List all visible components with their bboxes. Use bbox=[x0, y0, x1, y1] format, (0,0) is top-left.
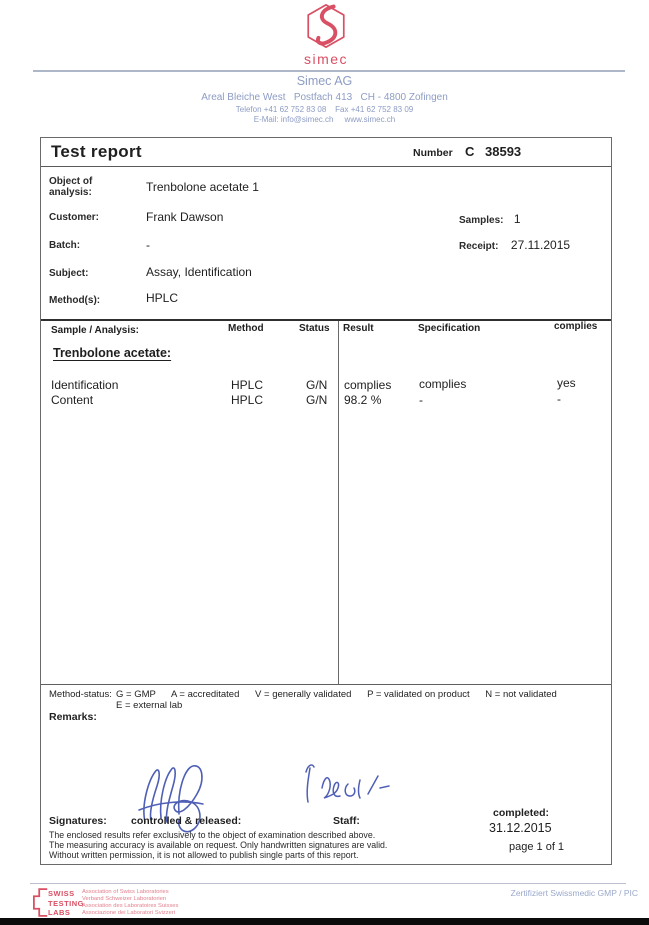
method-status-label: Method-status: bbox=[49, 689, 112, 700]
disclaimer-line: The enclosed results refer exclusively to the object of examination described above. bbox=[49, 830, 376, 840]
col-header-specification: Specification bbox=[418, 323, 481, 334]
batch-label: Batch: bbox=[49, 240, 81, 251]
company-address-block bbox=[0, 74, 649, 124]
row-status: G/N bbox=[306, 378, 328, 392]
email-web-line: E-Mail: info@simec.ch www.simec.ch bbox=[253, 115, 396, 124]
page-number: page 1 of 1 bbox=[509, 841, 565, 853]
samples-value: 1 bbox=[513, 212, 521, 226]
remarks-label: Remarks: bbox=[49, 711, 97, 723]
row-analysis: Content bbox=[51, 393, 94, 407]
samples-label: Samples: bbox=[459, 215, 504, 226]
handwritten-signature-icon bbox=[296, 798, 391, 815]
subject-label: Subject: bbox=[49, 268, 89, 279]
page-title: Test report bbox=[51, 142, 142, 161]
legend-item: N = not validated bbox=[485, 689, 557, 700]
row-specification: - bbox=[419, 393, 423, 407]
row-result: complies bbox=[344, 378, 392, 392]
phone-fax-line: Telefon +41 62 752 83 08 Fax +41 62 752 83 09 bbox=[235, 105, 414, 114]
report-number-value: 38593 bbox=[485, 144, 522, 159]
receipt-value: 27.11.2015 bbox=[510, 238, 571, 252]
object-of-analysis-label: Object of analysis: bbox=[49, 176, 93, 198]
legend-item-external: E = external lab bbox=[116, 700, 183, 711]
col-header-status: Status bbox=[299, 323, 330, 334]
customer-value: Frank Dawson bbox=[146, 210, 224, 224]
legend-item: G = GMP bbox=[116, 689, 156, 700]
scan-edge-bar bbox=[0, 918, 649, 925]
row-result: 98.2 % bbox=[344, 393, 382, 407]
address-line: Areal Bleiche West Postfach 413 CH - 4800 Zofingen bbox=[201, 92, 448, 103]
staff-signature bbox=[296, 756, 391, 816]
labs-word: LABS bbox=[48, 908, 71, 917]
report-box bbox=[40, 137, 612, 865]
receipt-label: Receipt: bbox=[459, 241, 499, 252]
logo-wordmark: simec bbox=[303, 51, 349, 67]
certification-note: Zertifiziert Swissmedic GMP / PIC bbox=[510, 888, 638, 898]
row-analysis: Identification bbox=[51, 378, 119, 392]
sample-section-title: Trenbolone acetate: bbox=[53, 346, 172, 360]
association-line: Associazione dei Laboratori Svizzeri bbox=[82, 909, 176, 916]
legend-item: A = accreditated bbox=[170, 689, 240, 700]
row-specification: complies bbox=[419, 377, 467, 391]
controlled-released-label: controlled & released: bbox=[131, 815, 242, 827]
row-complies: - bbox=[557, 392, 561, 406]
association-line: Association des Laboratoires Suisses bbox=[82, 902, 179, 909]
row-method: HPLC bbox=[231, 378, 264, 392]
method-status-rule bbox=[41, 684, 611, 685]
report-title-row bbox=[41, 138, 611, 167]
samples-field bbox=[459, 210, 521, 228]
header-divider bbox=[33, 70, 625, 72]
controlled-signature bbox=[131, 760, 241, 840]
completed-label: completed: bbox=[493, 807, 550, 819]
row-method: HPLC bbox=[231, 393, 264, 407]
col-header-method: Method bbox=[228, 323, 264, 334]
report-number-label: Number bbox=[413, 147, 453, 159]
labs-word: TESTING bbox=[48, 898, 85, 908]
subject-value: Assay, Identification bbox=[146, 265, 252, 279]
row-complies: yes bbox=[557, 376, 576, 390]
table-top-rule bbox=[41, 319, 611, 321]
association-line: Association of Swiss Laboratories bbox=[82, 889, 169, 895]
labs-word: SWISS bbox=[48, 889, 75, 898]
company-logo bbox=[288, 4, 364, 67]
staff-label: Staff: bbox=[333, 815, 360, 827]
col-header-sample: Sample / Analysis: bbox=[51, 325, 139, 336]
disclaimer-line: The measuring accuracy is available on request. Only handwritten signatures are valid. bbox=[49, 840, 388, 850]
signatures-label: Signatures: bbox=[49, 815, 107, 827]
disclaimer-line: Without written permission, it is not allowed to publish single parts of this report. bbox=[49, 850, 359, 860]
customer-label: Customer: bbox=[49, 212, 100, 223]
footer-divider bbox=[30, 883, 626, 884]
col-header-result: Result bbox=[343, 323, 374, 334]
row-status: G/N bbox=[306, 393, 328, 407]
method-status-legend bbox=[116, 689, 570, 700]
table-column-divider bbox=[338, 321, 339, 684]
legend-item: P = validated on product bbox=[367, 689, 470, 700]
col-header-complies: complies bbox=[554, 321, 598, 332]
hexagon-s-icon bbox=[305, 35, 347, 52]
methods-label: Method(s): bbox=[49, 295, 101, 306]
receipt-field bbox=[459, 236, 570, 254]
object-of-analysis-value: Trenbolone acetate 1 bbox=[146, 180, 259, 194]
company-name: Simec AG bbox=[296, 74, 353, 88]
report-number-prefix: C bbox=[465, 144, 475, 159]
methods-value: HPLC bbox=[146, 291, 179, 305]
completed-date: 31.12.2015 bbox=[489, 821, 552, 835]
batch-value: - bbox=[146, 238, 150, 252]
association-line: Verband Schweizer Laboratorien bbox=[82, 895, 167, 902]
legend-item: V = generally validated bbox=[255, 689, 352, 700]
